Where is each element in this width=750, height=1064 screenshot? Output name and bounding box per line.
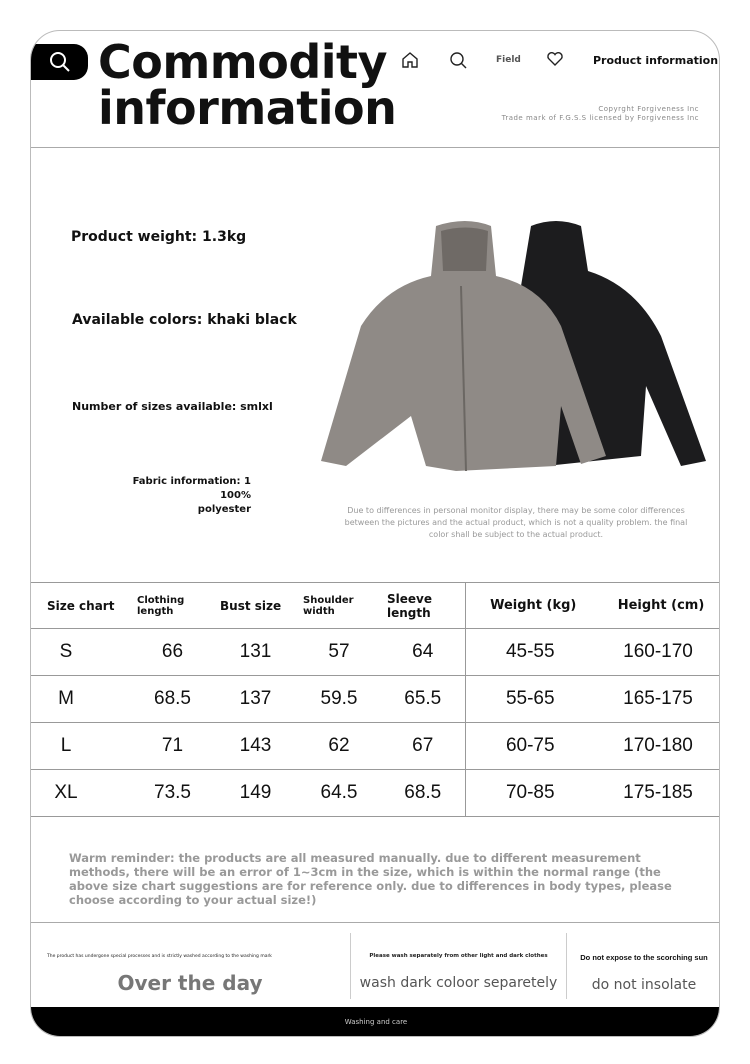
search-icon	[449, 51, 467, 69]
table-row	[31, 723, 720, 770]
product-weight: Product weight: 1.3kg	[71, 229, 247, 245]
care-item	[31, 923, 349, 1009]
nav-field[interactable]: Field	[496, 55, 521, 65]
search-nav-button[interactable]	[449, 51, 467, 69]
cell: 62	[297, 723, 381, 770]
header-weight: Weight (kg)	[465, 583, 595, 629]
header-height: Height (cm)	[595, 583, 720, 629]
cell: 165-175	[595, 676, 720, 723]
size-cell: M	[31, 676, 131, 723]
cell: 60-75	[465, 723, 595, 770]
cell: 66	[131, 629, 214, 676]
header-sleeve-length: Sleeve length	[381, 583, 465, 629]
size-cell: XL	[31, 770, 131, 817]
table-row	[31, 629, 720, 676]
cell: 137	[214, 676, 297, 723]
title-line: information	[98, 81, 397, 135]
available-colors: Available colors: khaki black	[72, 312, 297, 328]
fabric-line: polyester	[197, 504, 251, 515]
color-disclaimer: Due to differences in personal monitor display, there may be some color differences between the pictures and the actual product, which is not a quality problem. the final color shall be subject to the actual product.	[344, 506, 688, 539]
cell: 143	[214, 723, 297, 770]
cell: 45-55	[465, 629, 595, 676]
cell: 57	[297, 629, 381, 676]
cell: 64	[381, 629, 465, 676]
page-title	[98, 35, 397, 135]
header-clothing-length: Clothing length	[131, 583, 214, 629]
product-info-card	[30, 30, 720, 1037]
cell: 71	[131, 723, 214, 770]
footer-bar: Washing and care	[31, 1007, 720, 1036]
cell: 70-85	[465, 770, 595, 817]
fabric-line: Fabric information: 1 100%	[132, 476, 251, 501]
care-title: wash dark coloor separetely	[359, 975, 558, 991]
cell: 59.5	[297, 676, 381, 723]
size-cell: L	[31, 723, 131, 770]
cell: 64.5	[297, 770, 381, 817]
cell: 73.5	[131, 770, 214, 817]
copyright-notice	[502, 105, 699, 123]
care-note: The product has undergone special processes and is strictly washed according to the washing mark	[47, 954, 272, 959]
hood-lining	[441, 228, 488, 272]
divider	[31, 147, 720, 148]
cell: 68.5	[381, 770, 465, 817]
header-size-chart: Size chart	[31, 583, 131, 629]
care-title: Over the day	[117, 971, 263, 995]
title-line: Commodity	[98, 35, 387, 89]
cell: 170-180	[595, 723, 720, 770]
cell: 160-170	[595, 629, 720, 676]
care-item	[351, 923, 566, 1009]
warm-reminder: Warm reminder: the products are all measured manually. due to different measurement methods, there will be an error of 1~3cm in the size, which is within the normal range (the above size chart suggestions are for reference only. due to differences in body types, please choose according to your actual size!)	[69, 851, 672, 907]
cell: 131	[214, 629, 297, 676]
cell: 68.5	[131, 676, 214, 723]
cell: 67	[381, 723, 465, 770]
table-row	[31, 770, 720, 817]
cell: 65.5	[381, 676, 465, 723]
copyright-text: Copyrght Forgiveness Inc	[598, 105, 699, 113]
trademark-text: Trade mark of F.G.S.S licensed by Forgiveness Inc	[501, 114, 699, 122]
heart-icon	[546, 51, 564, 67]
home-button[interactable]	[401, 51, 419, 69]
table-header-row	[31, 583, 720, 629]
search-button[interactable]	[31, 44, 88, 80]
care-note: Please wash separately from other light and dark clothes	[369, 953, 548, 959]
washing-care-section	[31, 923, 720, 1009]
size-chart-table	[31, 582, 720, 817]
fabric-info	[101, 475, 251, 517]
care-title: do not insolate	[591, 977, 697, 993]
cell: 55-65	[465, 676, 595, 723]
home-icon	[401, 51, 419, 69]
search-icon	[49, 51, 71, 73]
header-bust-size: Bust size	[214, 583, 297, 629]
cell: 175-185	[595, 770, 720, 817]
care-note: Do not expose to the scorching sun	[580, 953, 708, 962]
care-item	[567, 923, 720, 1009]
favorite-button[interactable]	[546, 51, 564, 67]
jacket-product-image	[316, 216, 711, 476]
cell: 149	[214, 770, 297, 817]
size-cell: S	[31, 629, 131, 676]
available-sizes: Number of sizes available: smlxl	[72, 400, 273, 413]
header-shoulder-width: Shoulder width	[297, 583, 381, 629]
nav-product-information[interactable]: Product information	[593, 54, 719, 67]
table-row	[31, 676, 720, 723]
